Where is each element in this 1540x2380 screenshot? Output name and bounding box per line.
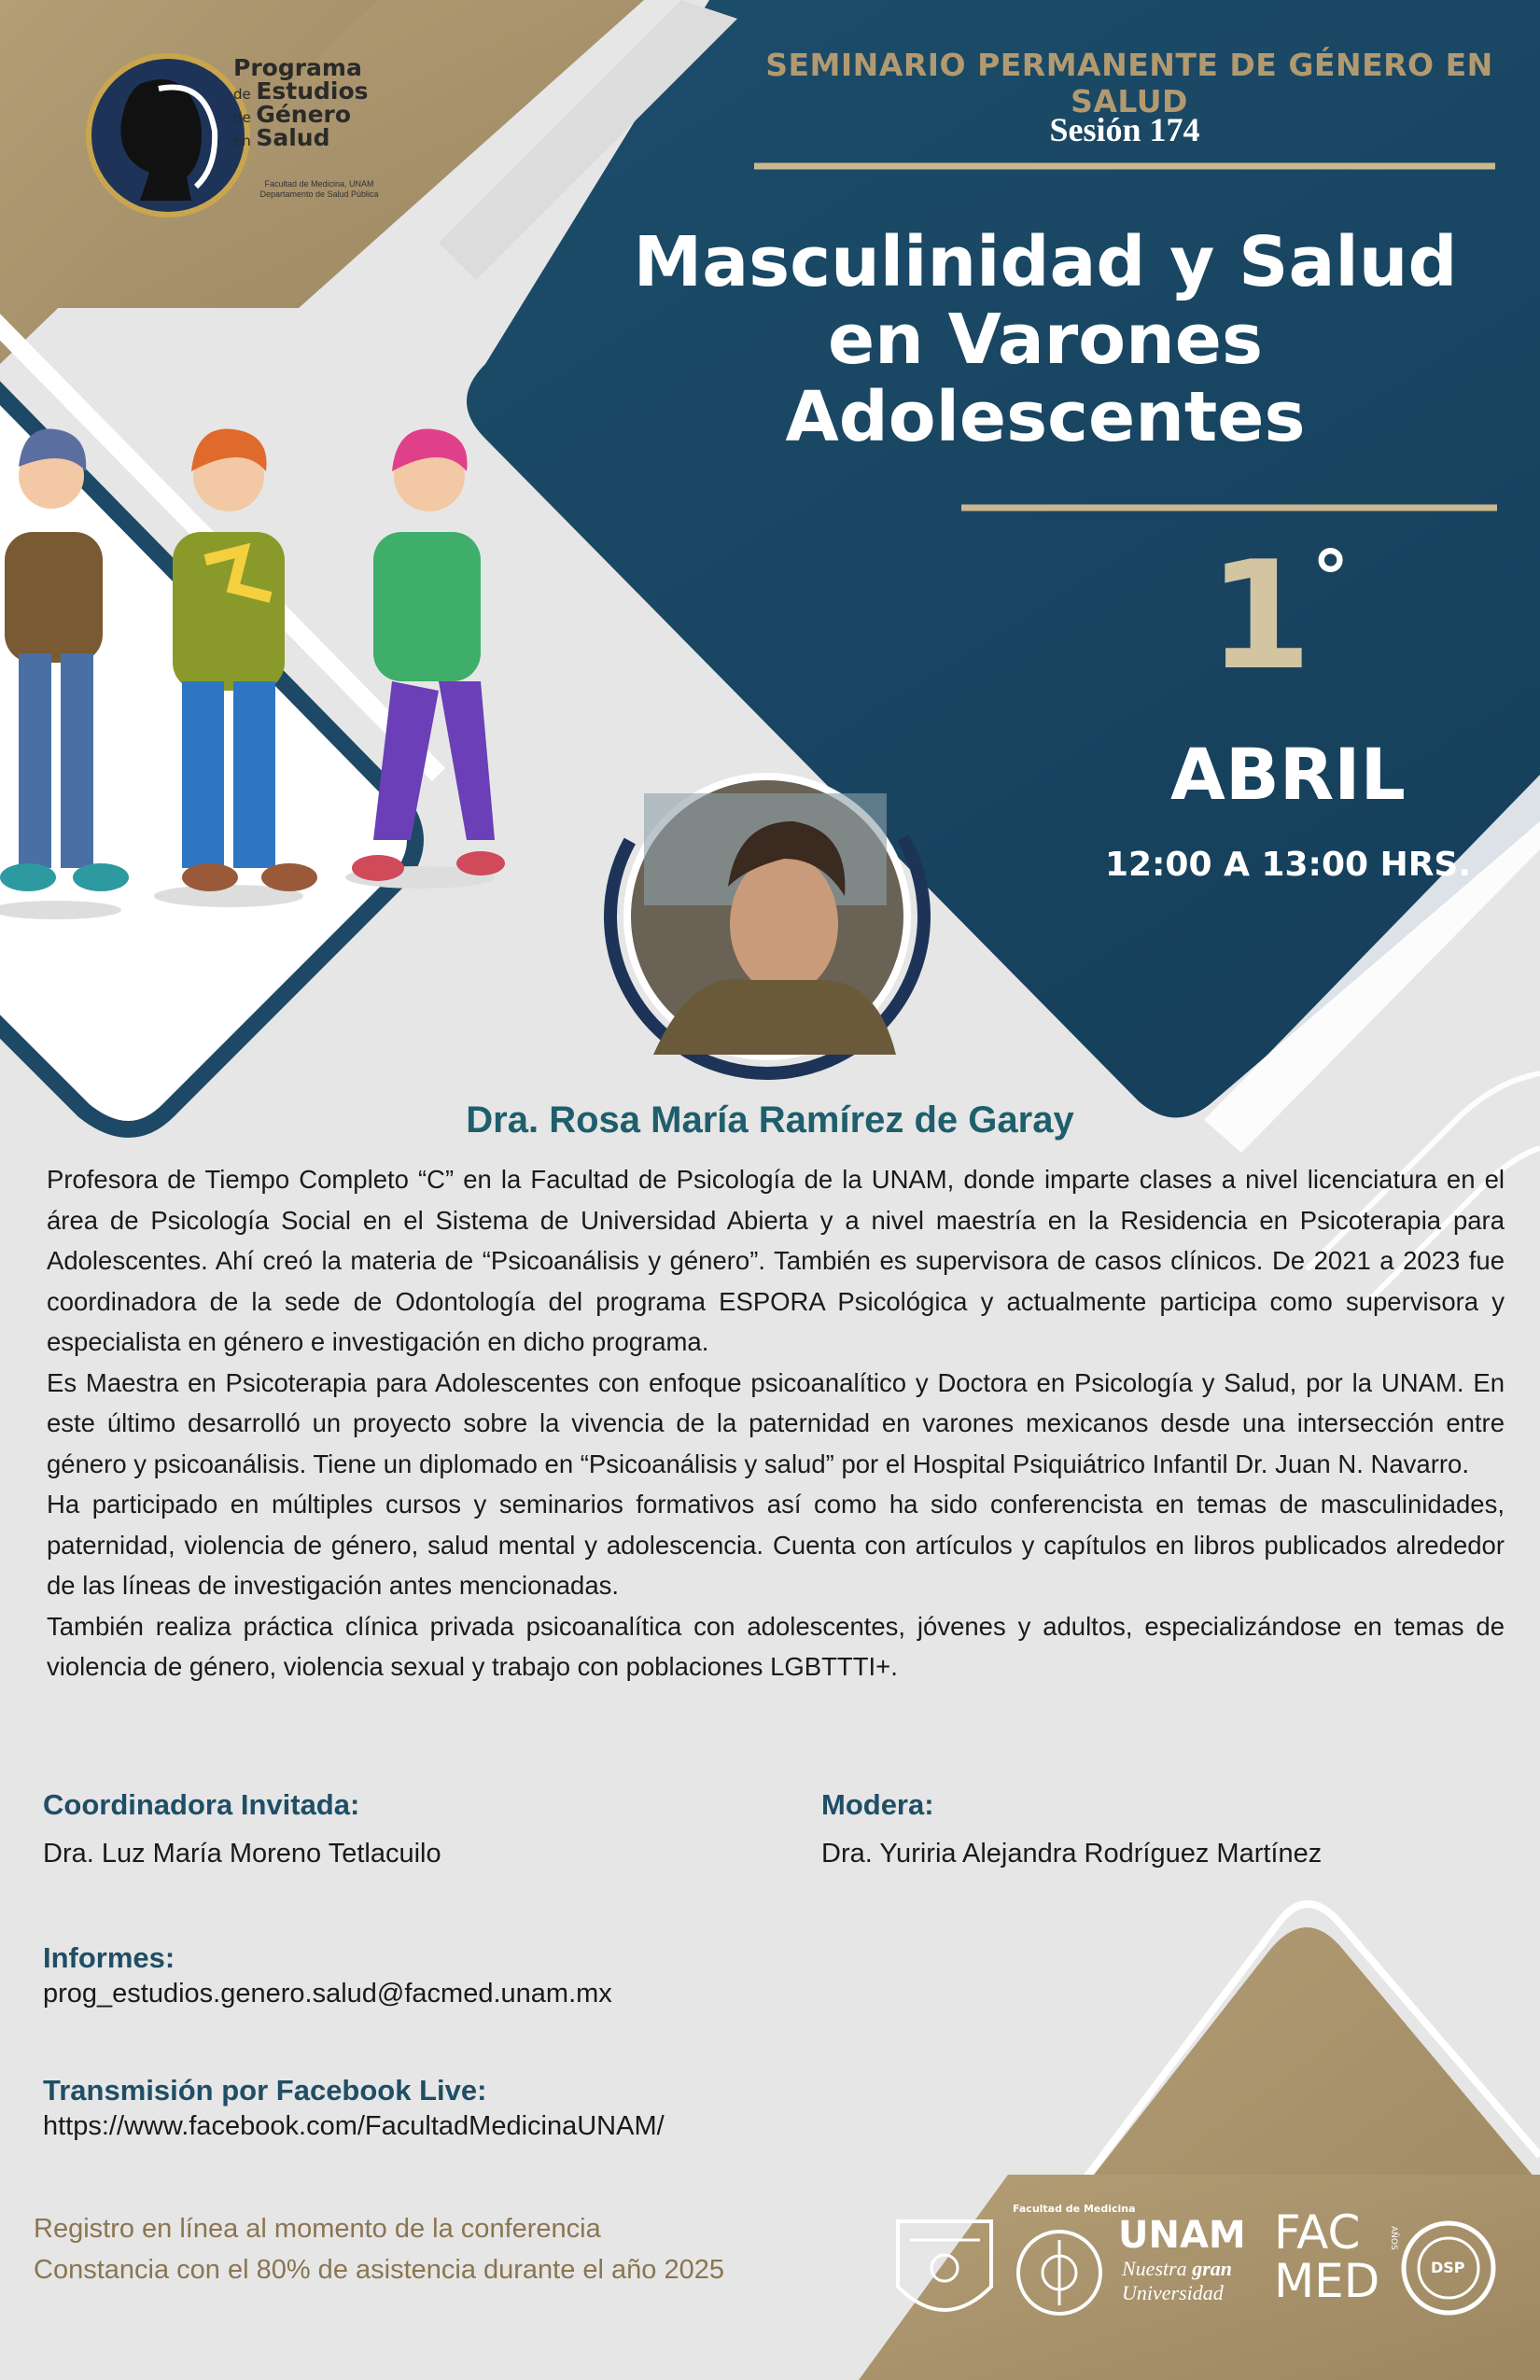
facmed-years: AÑOS: [1389, 2226, 1398, 2250]
title-line-2: en Varones Adolescentes: [785, 299, 1306, 457]
logo-line-3-small: de: [233, 109, 251, 126]
coordinator-label: Coordinadora Invitada:: [43, 1788, 360, 1821]
coordinator-name: Dra. Luz María Moreno Tetlacuilo: [43, 1839, 441, 1869]
event-title: [579, 224, 1512, 456]
unam-slogan: [1122, 2257, 1232, 2305]
unam-slogan-1: Nuestra: [1122, 2257, 1187, 2280]
logo-subline-1: Facultad de Medicina, UNAM: [264, 179, 374, 189]
dsp-label: DSP: [1431, 2259, 1465, 2276]
bio-paragraph-4: También realiza práctica clínica privada psicoanalítica con adolescentes, jóvenes y adultos, especializándose en temas de violencia de género, violencia sexual y trabajo con poblaciones LGBTTTI+.: [47, 1611, 1505, 1681]
bio-paragraph-2: Es Maestra en Psicoterapia para Adolescentes con enfoque psicoanalítico y Doctora en Psicología y Salud, por la UNAM. En este último desarrolló un proyecto sobre la vivencia de la paternidad en varones mexicanos desde una intersección entre género y psicoanálisis. Tiene un diplomado en “Psicoanálisis y salud” por el Hospital Psiquiátrico Infantil Dr. Juan N. Navarro.: [47, 1367, 1505, 1478]
title-line-1: Masculinidad y Salud: [633, 222, 1458, 302]
program-logo-text: [233, 56, 369, 149]
info-email[interactable]: prog_estudios.genero.salud@facmed.unam.mx: [43, 1979, 612, 2009]
logo-line-4-small: en: [233, 133, 251, 149]
facmed-wordmark: [1274, 2205, 1380, 2308]
logo-subline-2: Departamento de Salud Pública: [259, 189, 379, 199]
program-logo-subtext: [226, 179, 413, 200]
day-ordinal: °: [1311, 535, 1350, 622]
event-month: ABRIL: [1170, 733, 1406, 816]
footer-line-1: Registro en línea al momento de la conferencia: [34, 2214, 601, 2244]
session-number: Sesión 174: [1049, 111, 1200, 148]
facmed-line-1: FAC: [1274, 2205, 1361, 2260]
logo-line-3: Género: [256, 101, 352, 128]
event-time: 12:00 A 13:00 HRS.: [1104, 846, 1472, 884]
logo-line-4: Salud: [256, 124, 330, 151]
info-label: Informes:: [43, 1941, 175, 1974]
logo-line-1: Programa: [233, 54, 362, 81]
speaker-bio: [47, 1159, 1505, 1687]
logo-line-2-small: de: [233, 86, 251, 103]
bio-paragraph-3: Ha participado en múltiples cursos y seminarios formativos así como ha sido conferencista en temas de masculinidades, paternidad, violencia de género, salud mental y adolescencia. Cuenta con artículos y capítulos en libros publicados alrededor de las líneas de investigación antes mencionadas.: [47, 1490, 1505, 1600]
event-day: [1157, 528, 1400, 703]
moderator-label: Modera:: [821, 1788, 934, 1821]
facmed-small-label: Facultad de Medicina: [1013, 2203, 1136, 2215]
speaker-name: Dra. Rosa María Ramírez de Garay: [466, 1099, 1074, 1141]
stream-url[interactable]: https://www.facebook.com/FacultadMedicinaUNAM/: [43, 2111, 665, 2141]
logo-line-2: Estudios: [256, 77, 369, 105]
moderator-name: Dra. Yuriria Alejandra Rodríguez Martínez: [821, 1839, 1323, 1869]
unam-wordmark: UNAM: [1118, 2214, 1246, 2257]
seminar-name: SEMINARIO PERMANENTE DE GÉNERO EN SALUD: [765, 47, 1493, 119]
footer-notes: [34, 2208, 724, 2290]
unam-slogan-2: gran: [1192, 2257, 1232, 2280]
facmed-line-2: MED: [1274, 2254, 1380, 2308]
day-number: 1: [1208, 528, 1312, 703]
footer-line-2: Constancia con el 80% de asistencia durante el año 2025: [34, 2255, 725, 2285]
program-logo-emblem: [89, 56, 247, 215]
bio-paragraph-1: Profesora de Tiempo Completo “C” en la Facultad de Psicología de la UNAM, donde imparte clases a nivel licenciatura en el área de Psicología Social en el Sistema de Universidad Abierta y a nivel maestría en la Residencia en Psicoterapia para Adolescentes. Ahí creó la materia de “Psicoanálisis y género”. También es supervisora de casos clínicos. De 2021 a 2023 fue coordinadora de la sede de Odontología del programa ESPORA Psicológica y actualmente participa como supervisora y especialista en género e investigación en dicho programa.: [47, 1165, 1505, 1356]
stream-label: Transmisión por Facebook Live:: [43, 2074, 487, 2107]
unam-slogan-3: Universidad: [1122, 2281, 1224, 2304]
